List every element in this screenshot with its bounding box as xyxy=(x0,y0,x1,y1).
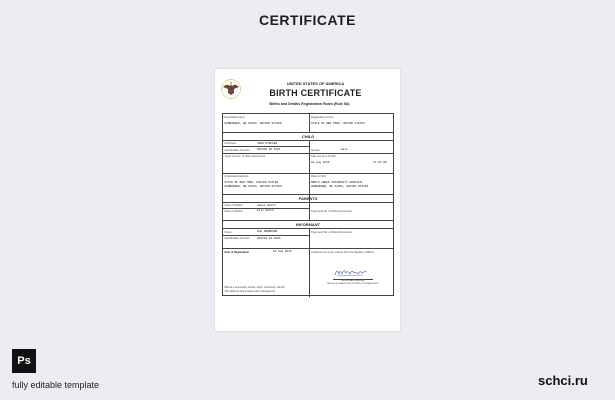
mother-label: Name of Mother xyxy=(224,209,244,213)
father-label: Name of Father xyxy=(224,204,243,207)
child-reg-address-line2: HAMBURGER, NE 21650, UNITED STATES xyxy=(224,184,282,188)
mother-value: Elly Smith xyxy=(257,209,274,212)
registration-date-value: 15 Aug 2015 xyxy=(273,250,292,253)
note-line-1: Before a secondary school, eight, confirmed, ctd.pdf. xyxy=(224,286,286,289)
informant-heading: INFORMANT xyxy=(296,221,320,227)
child-reg-address-label: Registration Address xyxy=(224,174,249,178)
registration-area-label: Registration Area xyxy=(224,115,245,119)
child-place-line2: HAMBURGER, NE 21650, UNITED STATES xyxy=(311,184,369,188)
signature-title: REGISTRAR GENERAL xyxy=(341,280,365,282)
informant-id-value: 854734-33-9486 xyxy=(257,236,281,240)
regulation-rule: Births and Deaths Registration Rules (Rule 5A) xyxy=(269,102,350,106)
certificate-form xyxy=(222,113,394,296)
child-id-value: 985346-26-5461 xyxy=(257,148,281,151)
informant-name-value: EVE ANDERSON xyxy=(257,230,278,233)
child-gender-label: Gender xyxy=(311,148,320,152)
child-date-value: 01 Aug 2015 xyxy=(311,161,330,164)
template-caption: fully editable template xyxy=(12,380,100,390)
child-name-value: JOHN STEFFEN xyxy=(257,141,278,145)
child-place-label: Place of birth xyxy=(311,174,327,178)
informant-id-label: Identification Card No. xyxy=(224,237,251,240)
child-reg-address-line1: STATE OF NEW YORK, UNITED STATES xyxy=(224,181,279,184)
birth-certificate-document xyxy=(215,69,400,331)
registration-centre-value: STATE OF NEW YORK, UNITED STATES xyxy=(311,122,365,125)
certificate-title: BIRTH CERTIFICATE xyxy=(269,88,362,98)
informant-name-label: Name xyxy=(224,230,232,234)
child-name-label: Full Name xyxy=(224,142,237,145)
note-line-2: This diploma has a watermark / background xyxy=(224,289,275,293)
registration-area-value: HAMBURGER, NE 21650, UNITED STATES xyxy=(224,122,282,125)
signature-subtitle: BIRTHS & DEATHS REGISTRATION DEPARTMENT xyxy=(327,283,379,285)
registrar-signature xyxy=(333,266,369,278)
child-place-line1: NORTH CREEK UNIVERSITY HOSPITAL xyxy=(311,181,364,184)
father-value: James Smith xyxy=(257,203,276,207)
registration-date-label: Date of Registration xyxy=(224,250,250,254)
issuing-country: UNITED STATES OF AMERICA xyxy=(286,81,345,86)
child-time-value: 17:50 AM xyxy=(373,161,387,164)
child-date-label: Date and time of birth xyxy=(311,154,336,158)
child-documents-label: Types and No. of Other Documents xyxy=(224,154,266,158)
page-title: CERTIFICATE xyxy=(258,12,356,28)
brand-watermark: schci.ru xyxy=(538,373,588,388)
parents-heading: PARENTS xyxy=(298,195,318,201)
parents-documents-label: Types and No. of Other Documents xyxy=(311,209,352,213)
certified-label: Certified to be a true extract from the Register of Births xyxy=(311,250,374,254)
informant-documents-label: Types and No. of Other Documents xyxy=(311,230,352,234)
child-heading: CHILD xyxy=(301,133,315,139)
photoshop-icon: Ps xyxy=(12,349,36,373)
child-gender-value: male xyxy=(341,148,348,151)
registration-centre-label: Registration Centre xyxy=(311,115,334,119)
child-id-label: Identification Card No. xyxy=(224,148,251,152)
